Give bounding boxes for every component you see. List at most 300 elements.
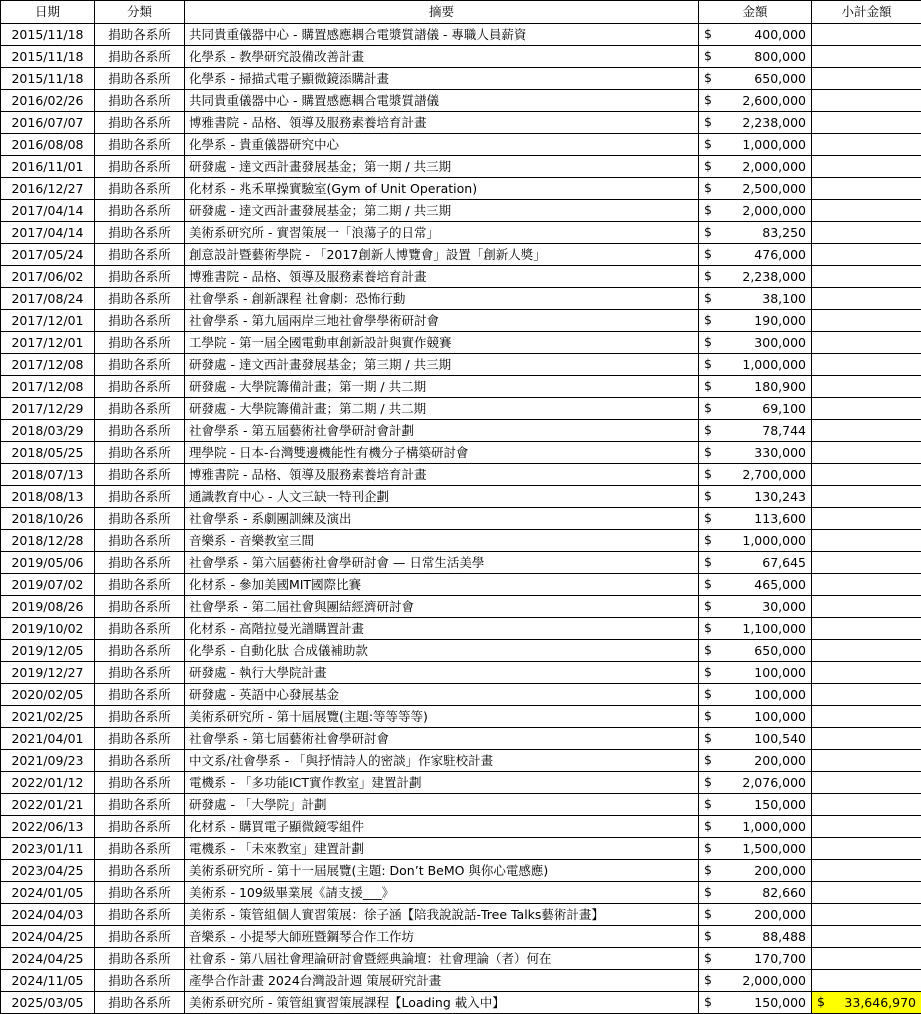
row-summary: 美術系 - 109級畢業展《請支援___》 bbox=[185, 882, 699, 904]
currency-symbol: $ bbox=[704, 134, 712, 154]
row-subtotal bbox=[812, 464, 921, 486]
row-summary: 美術系研究所 - 第十屆展覽(主題:等等等等) bbox=[185, 706, 699, 728]
row-subtotal bbox=[812, 266, 921, 288]
row-date: 2021/04/01 bbox=[1, 728, 95, 750]
currency-symbol: $ bbox=[704, 948, 712, 968]
row-date: 2017/12/08 bbox=[1, 354, 95, 376]
header-summary: 摘要 bbox=[185, 1, 699, 24]
row-date: 2017/12/01 bbox=[1, 332, 95, 354]
row-category: 捐助各系所 bbox=[95, 552, 185, 574]
row-subtotal bbox=[812, 596, 921, 618]
currency-symbol: $ bbox=[704, 332, 712, 352]
row-amount bbox=[699, 860, 812, 882]
row-subtotal bbox=[812, 178, 921, 200]
row-subtotal bbox=[812, 310, 921, 332]
row-subtotal bbox=[812, 662, 921, 684]
row-category: 捐助各系所 bbox=[95, 398, 185, 420]
header-date: 日期 bbox=[1, 1, 95, 24]
row-amount bbox=[699, 904, 812, 926]
row-date: 2019/08/26 bbox=[1, 596, 95, 618]
row-summary: 化材系 - 高階拉曼光譜購置計畫 bbox=[185, 618, 699, 640]
row-amount bbox=[699, 574, 812, 596]
row-summary: 化材系 - 購買電子顯微鏡零組件 bbox=[185, 816, 699, 838]
currency-symbol: $ bbox=[704, 816, 712, 836]
table-row bbox=[1, 750, 921, 772]
row-summary: 社會學系 - 創新課程 社會劇：恐怖行動 bbox=[185, 288, 699, 310]
row-amount bbox=[699, 618, 812, 640]
currency-symbol: $ bbox=[704, 464, 712, 484]
row-subtotal bbox=[812, 530, 921, 552]
row-amount bbox=[699, 948, 812, 970]
amount-value: 82,660 bbox=[762, 885, 806, 900]
currency-symbol: $ bbox=[704, 508, 712, 528]
currency-symbol: $ bbox=[704, 992, 712, 1012]
table-row bbox=[1, 596, 921, 618]
row-date: 2018/05/25 bbox=[1, 442, 95, 464]
currency-symbol: $ bbox=[704, 640, 712, 660]
row-date: 2017/12/01 bbox=[1, 310, 95, 332]
row-amount bbox=[699, 508, 812, 530]
table-row bbox=[1, 530, 921, 552]
amount-value: 2,500,000 bbox=[742, 181, 806, 196]
amount-value: 150,000 bbox=[754, 995, 806, 1010]
currency-symbol: $ bbox=[704, 882, 712, 902]
row-subtotal bbox=[812, 332, 921, 354]
row-amount bbox=[699, 354, 812, 376]
row-amount bbox=[699, 882, 812, 904]
currency-symbol: $ bbox=[704, 552, 712, 572]
row-amount bbox=[699, 24, 812, 46]
amount-value: 2,076,000 bbox=[742, 775, 806, 790]
row-subtotal bbox=[812, 838, 921, 860]
currency-symbol: $ bbox=[704, 420, 712, 440]
row-category: 捐助各系所 bbox=[95, 618, 185, 640]
row-date: 2023/01/11 bbox=[1, 838, 95, 860]
row-amount bbox=[699, 112, 812, 134]
table-row bbox=[1, 112, 921, 134]
row-category: 捐助各系所 bbox=[95, 574, 185, 596]
table-row bbox=[1, 90, 921, 112]
table-row bbox=[1, 816, 921, 838]
row-category: 捐助各系所 bbox=[95, 288, 185, 310]
row-summary: 化學系 - 自動化肽 合成儀補助款 bbox=[185, 640, 699, 662]
row-amount bbox=[699, 750, 812, 772]
row-date: 2017/12/29 bbox=[1, 398, 95, 420]
row-category: 捐助各系所 bbox=[95, 244, 185, 266]
amount-value: 180,900 bbox=[754, 379, 806, 394]
row-date: 2018/07/13 bbox=[1, 464, 95, 486]
currency-symbol: $ bbox=[704, 178, 712, 198]
row-summary: 化學系 - 貴重儀器研究中心 bbox=[185, 134, 699, 156]
row-summary: 理學院 - 日本-台灣雙邊機能性有機分子構築研討會 bbox=[185, 442, 699, 464]
row-amount bbox=[699, 684, 812, 706]
row-summary: 化學系 - 掃描式電子顯微鏡添購計畫 bbox=[185, 68, 699, 90]
row-date: 2022/01/21 bbox=[1, 794, 95, 816]
row-date: 2017/12/08 bbox=[1, 376, 95, 398]
row-category: 捐助各系所 bbox=[95, 860, 185, 882]
row-category: 捐助各系所 bbox=[95, 178, 185, 200]
row-subtotal bbox=[812, 288, 921, 310]
row-amount bbox=[699, 992, 812, 1014]
amount-value: 330,000 bbox=[754, 445, 806, 460]
row-summary: 社會學系 - 第二屆社會與團結經濟研討會 bbox=[185, 596, 699, 618]
row-date: 2020/02/05 bbox=[1, 684, 95, 706]
row-date: 2024/04/03 bbox=[1, 904, 95, 926]
row-date: 2021/02/25 bbox=[1, 706, 95, 728]
amount-value: 465,000 bbox=[754, 577, 806, 592]
currency-symbol: $ bbox=[704, 442, 712, 462]
row-subtotal bbox=[812, 992, 921, 1014]
row-summary: 音樂系 - 音樂教室三間 bbox=[185, 530, 699, 552]
currency-symbol: $ bbox=[704, 772, 712, 792]
currency-symbol: $ bbox=[704, 684, 712, 704]
currency-symbol: $ bbox=[704, 926, 712, 946]
row-category: 捐助各系所 bbox=[95, 596, 185, 618]
row-subtotal bbox=[812, 904, 921, 926]
row-date: 2017/04/14 bbox=[1, 222, 95, 244]
amount-value: 2,700,000 bbox=[742, 467, 806, 482]
table-row bbox=[1, 640, 921, 662]
row-category: 捐助各系所 bbox=[95, 684, 185, 706]
row-date: 2017/04/14 bbox=[1, 200, 95, 222]
row-summary: 社會學系 - 系劇團訓練及演出 bbox=[185, 508, 699, 530]
row-amount bbox=[699, 596, 812, 618]
row-category: 捐助各系所 bbox=[95, 266, 185, 288]
row-subtotal bbox=[812, 442, 921, 464]
currency-symbol: $ bbox=[704, 68, 712, 88]
row-summary: 博雅書院 - 品格、領導及服務素養培育計畫 bbox=[185, 112, 699, 134]
currency-symbol: $ bbox=[704, 794, 712, 814]
row-subtotal bbox=[812, 398, 921, 420]
row-subtotal bbox=[812, 134, 921, 156]
row-category: 捐助各系所 bbox=[95, 90, 185, 112]
amount-value: 100,000 bbox=[754, 687, 806, 702]
row-summary: 社會學系 - 第六屆藝術社會學研討會 — 日常生活美學 bbox=[185, 552, 699, 574]
row-summary: 化材系 - 參加美國MIT國際比賽 bbox=[185, 574, 699, 596]
currency-symbol: $ bbox=[704, 112, 712, 132]
row-summary: 研發處 - 執行大學院計畫 bbox=[185, 662, 699, 684]
currency-symbol: $ bbox=[817, 992, 825, 1012]
amount-value: 190,000 bbox=[754, 313, 806, 328]
table-row bbox=[1, 486, 921, 508]
amount-value: 113,600 bbox=[754, 511, 806, 526]
table-row bbox=[1, 288, 921, 310]
amount-value: 30,000 bbox=[762, 599, 806, 614]
amount-value: 2,238,000 bbox=[742, 269, 806, 284]
row-amount bbox=[699, 376, 812, 398]
amount-value: 38,100 bbox=[762, 291, 806, 306]
row-subtotal bbox=[812, 926, 921, 948]
row-date: 2016/02/26 bbox=[1, 90, 95, 112]
row-summary: 音樂系 - 小提琴大師班暨鋼琴合作工作坊 bbox=[185, 926, 699, 948]
row-category: 捐助各系所 bbox=[95, 662, 185, 684]
row-amount bbox=[699, 178, 812, 200]
row-category: 捐助各系所 bbox=[95, 948, 185, 970]
row-summary: 研發處 - 大學院籌備計畫；第二期 / 共二期 bbox=[185, 398, 699, 420]
amount-value: 170,700 bbox=[754, 951, 806, 966]
currency-symbol: $ bbox=[704, 244, 712, 264]
row-category: 捐助各系所 bbox=[95, 134, 185, 156]
row-category: 捐助各系所 bbox=[95, 816, 185, 838]
row-summary: 社會學系 - 第七屆藝術社會學研討會 bbox=[185, 728, 699, 750]
amount-value: 650,000 bbox=[754, 643, 806, 658]
table-row bbox=[1, 420, 921, 442]
table-row bbox=[1, 376, 921, 398]
row-category: 捐助各系所 bbox=[95, 794, 185, 816]
table-row bbox=[1, 574, 921, 596]
table-row bbox=[1, 772, 921, 794]
table-row bbox=[1, 860, 921, 882]
row-amount bbox=[699, 838, 812, 860]
row-subtotal bbox=[812, 112, 921, 134]
currency-symbol: $ bbox=[704, 222, 712, 242]
row-date: 2019/05/06 bbox=[1, 552, 95, 574]
row-summary: 共同貴重儀器中心 - 購置感應耦合電漿質譜儀 - 專職人員薪資 bbox=[185, 24, 699, 46]
table-row bbox=[1, 398, 921, 420]
row-date: 2024/04/25 bbox=[1, 948, 95, 970]
table-row bbox=[1, 662, 921, 684]
row-summary: 電機系 - 「多功能ICT實作教室」建置計劃 bbox=[185, 772, 699, 794]
currency-symbol: $ bbox=[704, 530, 712, 550]
amount-value: 1,000,000 bbox=[742, 357, 806, 372]
table-row bbox=[1, 992, 921, 1014]
row-amount bbox=[699, 46, 812, 68]
row-category: 捐助各系所 bbox=[95, 970, 185, 992]
row-date: 2017/08/24 bbox=[1, 288, 95, 310]
row-category: 捐助各系所 bbox=[95, 508, 185, 530]
table-row bbox=[1, 222, 921, 244]
currency-symbol: $ bbox=[704, 376, 712, 396]
table-row bbox=[1, 310, 921, 332]
row-category: 捐助各系所 bbox=[95, 750, 185, 772]
header-row bbox=[1, 1, 921, 24]
amount-value: 1,500,000 bbox=[742, 841, 806, 856]
row-date: 2018/03/29 bbox=[1, 420, 95, 442]
row-amount bbox=[699, 200, 812, 222]
currency-symbol: $ bbox=[704, 398, 712, 418]
currency-symbol: $ bbox=[704, 662, 712, 682]
row-subtotal bbox=[812, 486, 921, 508]
amount-value: 83,250 bbox=[762, 225, 806, 240]
row-subtotal bbox=[812, 706, 921, 728]
table-row bbox=[1, 728, 921, 750]
row-amount bbox=[699, 266, 812, 288]
currency-symbol: $ bbox=[704, 90, 712, 110]
amount-value: 67,645 bbox=[762, 555, 806, 570]
amount-value: 200,000 bbox=[754, 863, 806, 878]
amount-value: 1,000,000 bbox=[742, 819, 806, 834]
row-amount bbox=[699, 816, 812, 838]
row-subtotal bbox=[812, 46, 921, 68]
row-summary: 產學合作計畫 2024台灣設計週 策展研究計畫 bbox=[185, 970, 699, 992]
row-category: 捐助各系所 bbox=[95, 354, 185, 376]
currency-symbol: $ bbox=[704, 46, 712, 66]
row-date: 2019/12/05 bbox=[1, 640, 95, 662]
row-amount bbox=[699, 310, 812, 332]
table-row bbox=[1, 926, 921, 948]
row-amount bbox=[699, 486, 812, 508]
amount-value: 650,000 bbox=[754, 71, 806, 86]
row-date: 2024/11/05 bbox=[1, 970, 95, 992]
row-amount bbox=[699, 244, 812, 266]
header-amount: 金額 bbox=[699, 1, 812, 24]
row-category: 捐助各系所 bbox=[95, 200, 185, 222]
row-date: 2022/06/13 bbox=[1, 816, 95, 838]
row-subtotal bbox=[812, 552, 921, 574]
row-date: 2019/12/27 bbox=[1, 662, 95, 684]
row-category: 捐助各系所 bbox=[95, 882, 185, 904]
table-row bbox=[1, 332, 921, 354]
amount-value: 130,243 bbox=[754, 489, 806, 504]
table-row bbox=[1, 970, 921, 992]
row-category: 捐助各系所 bbox=[95, 640, 185, 662]
row-date: 2016/07/07 bbox=[1, 112, 95, 134]
row-date: 2017/05/24 bbox=[1, 244, 95, 266]
row-subtotal bbox=[812, 574, 921, 596]
row-amount bbox=[699, 134, 812, 156]
amount-value: 78,744 bbox=[762, 423, 806, 438]
row-date: 2016/08/08 bbox=[1, 134, 95, 156]
row-amount bbox=[699, 772, 812, 794]
row-date: 2015/11/18 bbox=[1, 46, 95, 68]
currency-symbol: $ bbox=[704, 288, 712, 308]
row-date: 2018/10/26 bbox=[1, 508, 95, 530]
row-date: 2025/03/05 bbox=[1, 992, 95, 1014]
amount-value: 200,000 bbox=[754, 753, 806, 768]
currency-symbol: $ bbox=[704, 728, 712, 748]
currency-symbol: $ bbox=[704, 706, 712, 726]
row-subtotal bbox=[812, 970, 921, 992]
table-row bbox=[1, 200, 921, 222]
currency-symbol: $ bbox=[704, 904, 712, 924]
row-category: 捐助各系所 bbox=[95, 112, 185, 134]
table-row bbox=[1, 948, 921, 970]
row-summary: 研發處 - 達文西計畫發展基金；第一期 / 共三期 bbox=[185, 156, 699, 178]
amount-value: 2,600,000 bbox=[742, 93, 806, 108]
row-category: 捐助各系所 bbox=[95, 530, 185, 552]
row-subtotal bbox=[812, 684, 921, 706]
table-row bbox=[1, 266, 921, 288]
row-date: 2015/11/18 bbox=[1, 68, 95, 90]
row-subtotal bbox=[812, 222, 921, 244]
row-subtotal bbox=[812, 376, 921, 398]
row-summary: 美術系 - 策管組個人實習策展：徐子涵【陪我說說話-Tree Talks藝術計畫】 bbox=[185, 904, 699, 926]
row-subtotal bbox=[812, 90, 921, 112]
row-amount bbox=[699, 464, 812, 486]
currency-symbol: $ bbox=[704, 156, 712, 176]
currency-symbol: $ bbox=[704, 596, 712, 616]
row-category: 捐助各系所 bbox=[95, 222, 185, 244]
amount-value: 2,000,000 bbox=[742, 973, 806, 988]
currency-symbol: $ bbox=[704, 970, 712, 990]
row-date: 2019/10/02 bbox=[1, 618, 95, 640]
currency-symbol: $ bbox=[704, 750, 712, 770]
row-date: 2022/01/12 bbox=[1, 772, 95, 794]
amount-value: 2,000,000 bbox=[742, 159, 806, 174]
row-amount bbox=[699, 640, 812, 662]
table-row bbox=[1, 244, 921, 266]
row-subtotal bbox=[812, 618, 921, 640]
row-summary: 社會學系 - 第五屆藝術社會學研討會計劃 bbox=[185, 420, 699, 442]
row-summary: 中文系/社會學系 - 「與抒情詩人的密談」作家駐校計畫 bbox=[185, 750, 699, 772]
amount-value: 1,000,000 bbox=[742, 533, 806, 548]
row-category: 捐助各系所 bbox=[95, 464, 185, 486]
row-date: 2019/07/02 bbox=[1, 574, 95, 596]
table-row bbox=[1, 24, 921, 46]
row-summary: 博雅書院 - 品格、領導及服務素養培育計畫 bbox=[185, 266, 699, 288]
amount-value: 1,000,000 bbox=[742, 137, 806, 152]
row-subtotal bbox=[812, 948, 921, 970]
row-category: 捐助各系所 bbox=[95, 904, 185, 926]
table-row bbox=[1, 552, 921, 574]
amount-value: 300,000 bbox=[754, 335, 806, 350]
row-summary: 通識教育中心 - 人文三缺一特刊企劃 bbox=[185, 486, 699, 508]
row-date: 2021/09/23 bbox=[1, 750, 95, 772]
row-summary: 研發處 - 達文西計畫發展基金；第二期 / 共三期 bbox=[185, 200, 699, 222]
amount-value: 100,000 bbox=[754, 665, 806, 680]
row-summary: 共同貴重儀器中心 - 購置感應耦合電漿質譜儀 bbox=[185, 90, 699, 112]
row-amount bbox=[699, 706, 812, 728]
row-subtotal bbox=[812, 200, 921, 222]
row-category: 捐助各系所 bbox=[95, 442, 185, 464]
currency-symbol: $ bbox=[704, 310, 712, 330]
row-date: 2015/11/18 bbox=[1, 24, 95, 46]
row-summary: 社會學系 - 第九屆兩岸三地社會學學術研討會 bbox=[185, 310, 699, 332]
currency-symbol: $ bbox=[704, 354, 712, 374]
row-subtotal bbox=[812, 728, 921, 750]
row-subtotal bbox=[812, 244, 921, 266]
row-subtotal bbox=[812, 508, 921, 530]
currency-symbol: $ bbox=[704, 860, 712, 880]
row-category: 捐助各系所 bbox=[95, 420, 185, 442]
row-summary: 美術系研究所 - 第十一屆展覽(主題: Don’t BeMO 與你心電感應) bbox=[185, 860, 699, 882]
row-subtotal bbox=[812, 420, 921, 442]
row-amount bbox=[699, 970, 812, 992]
row-summary: 研發處 - 大學院籌備計畫；第一期 / 共二期 bbox=[185, 376, 699, 398]
row-amount bbox=[699, 332, 812, 354]
amount-value: 2,000,000 bbox=[742, 203, 806, 218]
row-subtotal bbox=[812, 24, 921, 46]
amount-value: 1,100,000 bbox=[742, 621, 806, 636]
row-amount bbox=[699, 926, 812, 948]
table-row bbox=[1, 68, 921, 90]
table-row bbox=[1, 706, 921, 728]
table-row bbox=[1, 46, 921, 68]
row-category: 捐助各系所 bbox=[95, 486, 185, 508]
amount-value: 150,000 bbox=[754, 797, 806, 812]
row-amount bbox=[699, 398, 812, 420]
row-summary: 工學院 - 第一屆全國電動車創新設計與實作競賽 bbox=[185, 332, 699, 354]
table-row bbox=[1, 618, 921, 640]
row-date: 2016/11/01 bbox=[1, 156, 95, 178]
row-subtotal bbox=[812, 640, 921, 662]
row-summary: 創意設計暨藝術學院 - 「2017創新人博覽會」設置「創新人獎」 bbox=[185, 244, 699, 266]
row-amount bbox=[699, 222, 812, 244]
row-summary: 化材系 - 兆禾單操實驗室(Gym of Unit Operation) bbox=[185, 178, 699, 200]
row-amount bbox=[699, 90, 812, 112]
row-amount bbox=[699, 156, 812, 178]
row-category: 捐助各系所 bbox=[95, 68, 185, 90]
amount-value: 200,000 bbox=[754, 907, 806, 922]
currency-symbol: $ bbox=[704, 200, 712, 220]
currency-symbol: $ bbox=[704, 618, 712, 638]
row-amount bbox=[699, 794, 812, 816]
currency-symbol: $ bbox=[704, 838, 712, 858]
row-subtotal bbox=[812, 68, 921, 90]
amount-value: 88,488 bbox=[762, 929, 806, 944]
row-subtotal bbox=[812, 882, 921, 904]
row-date: 2016/12/27 bbox=[1, 178, 95, 200]
